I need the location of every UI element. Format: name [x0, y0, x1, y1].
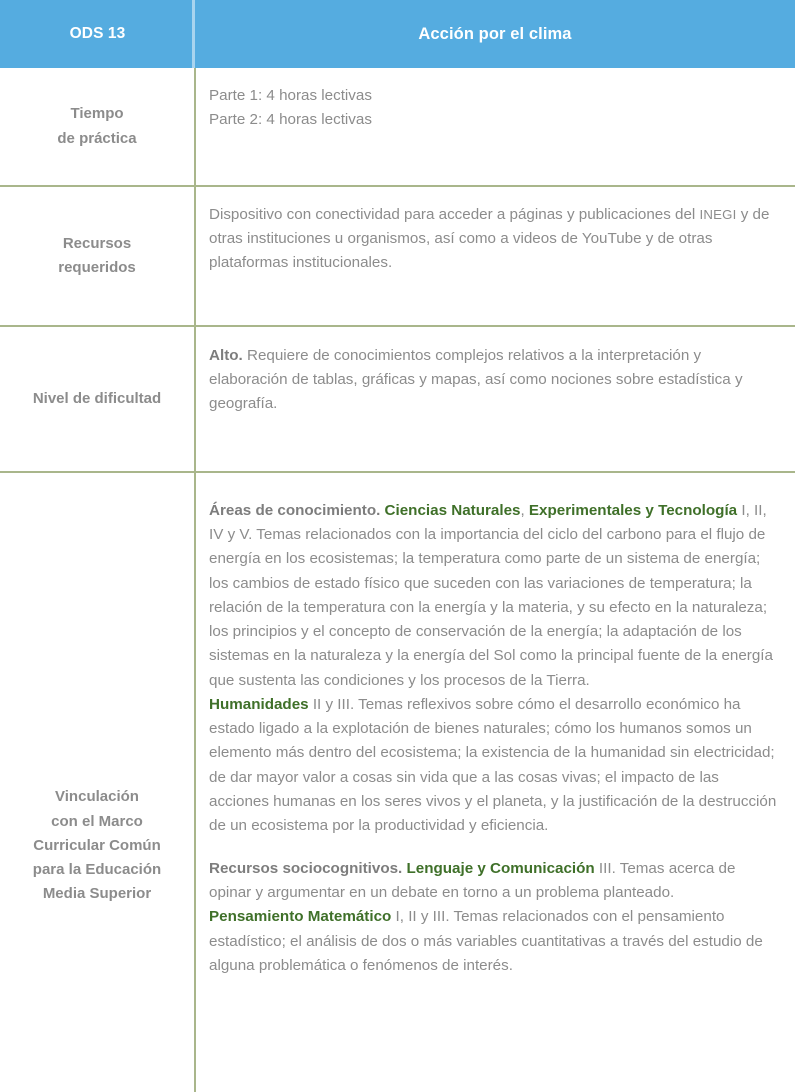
- lenguaje-y-comunicacion-description: III. Temas acerca de opinar y argumentar en un debate en torno a un problema planteado.: [209, 859, 736, 902]
- row-label-vinculacion-mccems: [0, 472, 195, 1092]
- difficulty-description: Requiere de conocimientos complejos relativos a la interpretación y elaboración de tablas, gráficas y mapas, así como nociones sobre estadística y geografía.: [209, 347, 743, 413]
- difficulty-level-value: Alto.: [209, 347, 243, 364]
- inegi-acronym: INEGI: [699, 207, 737, 222]
- row-label-line-1: Recursos: [62, 234, 132, 252]
- row-label-line-2: de práctica: [57, 129, 137, 147]
- row-label-line-2: requeridos: [58, 259, 136, 276]
- humanidades-label: Humanidades: [209, 695, 309, 713]
- row-content-tiempo-de-practica: [195, 68, 795, 186]
- areas-de-conocimiento-paragraph: [209, 499, 779, 693]
- row-content-vinculacion-mccems: [195, 472, 795, 1092]
- lenguaje-y-comunicacion-label: Lenguaje y Comunicación: [406, 859, 595, 877]
- row-content-nivel-de-dificultad: [195, 326, 795, 472]
- row-label-line-1: Vinculación: [55, 788, 139, 806]
- pensamiento-matematico-description: I, II y III. Temas relacionados con el pensamiento estadístico; el análisis de dos o más variables cuantitativas a través del estudio de alguna problemática o fenómenos de interés.: [209, 908, 763, 974]
- row-label-line-1: Nivel de dificultad: [32, 389, 162, 407]
- header-cell-title: Acción por el clima: [195, 0, 795, 68]
- table-row-vinculacion-mccems: [0, 472, 795, 1092]
- header-cell-ods: ODS 13: [0, 0, 195, 68]
- row-label-line-5: Media Superior: [42, 885, 152, 903]
- difficulty-text: [209, 344, 775, 417]
- required-resources-text: [209, 203, 775, 276]
- ciencias-naturales-description: I, II, IV y V. Temas relacionados con la importancia del ciclo del carbono para el flujo de energía en los ecosistemas; la temperatura como parte de un sistema de energía; los cambios de estado físico que suceden con las variaciones de temperatura; la relación de la temperatura con la energía y la materia, y su efecto en la naturaleza; los principios y el concepto de conservación de la energía; la adaptación de los sistemas en la naturaleza y la energía del Sol como la principal fuente de la energía que sustenta las condiciones y los procesos de la Tierra.: [209, 502, 773, 689]
- pensamiento-matematico-label: Pensamiento Matemático: [209, 908, 392, 926]
- ciencias-naturales-label: Ciencias Naturales: [384, 502, 521, 519]
- row-label-nivel-de-dificultad: [0, 326, 195, 472]
- row-label-recursos-requeridos: [0, 186, 195, 326]
- row-label-line-4: para la Educación: [32, 861, 162, 879]
- resources-text-part-a: Dispositivo con conectividad para acceder a páginas y publicaciones del: [209, 206, 700, 223]
- areas-de-conocimiento-heading: Áreas de conocimiento.: [209, 502, 385, 519]
- pensamiento-matematico-paragraph: [209, 905, 779, 978]
- row-label-line-1: Tiempo: [70, 105, 124, 123]
- practice-time-part-1: Parte 1: 4 horas lectivas: [209, 87, 372, 104]
- row-content-recursos-requeridos: [195, 186, 795, 326]
- table-row-nivel-de-dificultad: [0, 326, 795, 472]
- table-row-recursos-requeridos: [0, 186, 795, 326]
- row-label-line-3: Curricular Común: [33, 836, 161, 854]
- humanidades-description: II y III. Temas reflexivos sobre cómo el desarrollo económico ha estado ligado a la explotación de bienes naturales; cómo los humanos somos un elemento más dentro del ecosistema; la existencia de la humanidad sin electricidad; de dar mayor valor a cosas sin vida que a las cosas vivas; el impacto de las acciones humanas en los seres vivos y el planeta, y la justificación de la destrucción de un ecosistema por la productividad y eficiencia.: [209, 695, 777, 835]
- recursos-sociocognitivos-heading: Recursos sociocognitivos.: [209, 859, 407, 877]
- practice-time-part-2: Parte 2: 4 horas lectivas: [209, 111, 372, 129]
- row-label-line-2: con el Marco: [51, 812, 143, 830]
- humanidades-paragraph: [209, 693, 779, 838]
- areas-separator: ,: [520, 502, 529, 519]
- table-header-row: [0, 0, 795, 68]
- table-row-tiempo-de-practica: [0, 68, 795, 186]
- row-label-tiempo-de-practica: [0, 68, 195, 186]
- resources-text-part-b: y de otras instituciones u organismos, así como a videos de YouTube y de otras plataformas institucionales.: [209, 206, 770, 272]
- experimentales-y-tecnologia-label: Experimentales y Tecnología: [528, 502, 738, 519]
- recursos-sociocognitivos-paragraph: [209, 857, 779, 905]
